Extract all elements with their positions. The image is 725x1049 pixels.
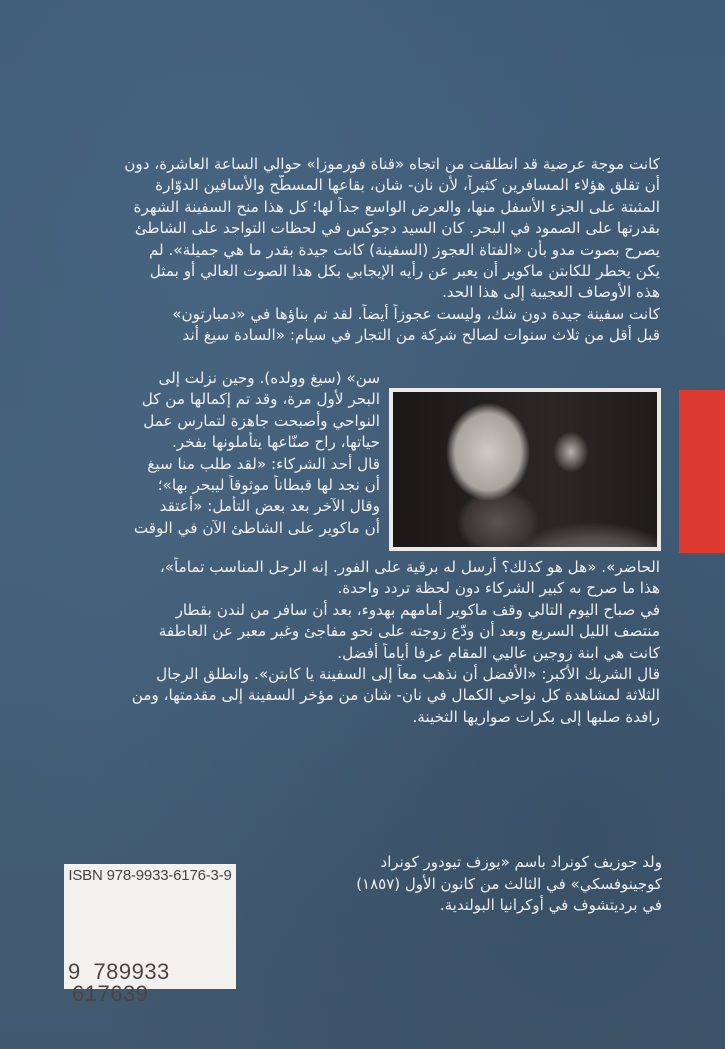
blurb-line: في صباح اليوم التالي وقف ماكوير أمامهم بهدوء، بعد أن سافر من لندن بقطار (175, 600, 660, 619)
blurb-top-paragraphs (100, 154, 660, 347)
red-accent-strip (679, 390, 725, 553)
blurb-line: قال الشريك الأكبر: «الأفضل أن نذهب معاً إلى السفينة يا كابتن». وانطلق الرجال (156, 665, 660, 684)
blurb-line: أن تقلق هؤلاء المسافرين كثيراً، لأن نان- شان، بقاعها المسطّح والأسافين الدوّارة (155, 176, 660, 195)
blurb-bottom-paragraphs (100, 557, 660, 728)
blurb-line: وقال الآخر بعد بعض التأمل: «أعتقد (159, 497, 380, 516)
isbn-barcode (64, 864, 236, 1006)
ean-group-2: 617639 (72, 981, 149, 1006)
blurb-line: هذه الأوصاف العجيبة إلى هذا الحد. (441, 283, 660, 302)
blurb-line: الثلاثة لمشاهدة كل نواحي الكمال في نان- شان من مؤخر السفينة إلى مقدمتها، ومن (131, 686, 660, 705)
blurb-wrapped-paragraph (100, 368, 380, 539)
bio-line: في برديتشوف في أوكرانيا البولندية. (439, 896, 662, 915)
author-bio (300, 852, 662, 917)
blurb-line: قال أحد الشركاء: «لقد طلب منا سيغ (147, 454, 380, 473)
bio-line: ولد جوزيف كونراد باسم «يوزف تيودور كونراد (380, 853, 662, 871)
ean-group-1: 789933 (93, 959, 170, 984)
blurb-line: بقدرتها على الصمود في البحر. كان السيد دجوكس في لحظات التواجد على الشاطئ (134, 219, 660, 238)
blurb-line: البحر لأول مرة، وقد تم إكمالها من كل (141, 390, 380, 409)
blurb-line: أن نجد لها قبطاناً موثوقاً ليبحر بها»؛ (157, 476, 380, 495)
blurb-line: حياتها، راح صنّاعها يتأملونها بفخر. (171, 433, 380, 452)
blurb-line: يصرح بصوت مدو بأن «الفتاة العجوز (السفينة) كانت جيدة بقدر ما هي جميلة». لم (148, 240, 660, 259)
blurb-line: كانت موجة عرضية قد انطلقت من اتجاه «قناة فورموزا» حوالي الساعة العاشرة، دون (124, 155, 660, 173)
blurb-line: كانت سفينة جيدة دون شك، وليست عجوزاً أيضاً. لقد تم بناؤها في «دمبارتون» (172, 304, 660, 323)
author-photo (389, 388, 661, 551)
bio-line: كوجينوفسكي» في الثالث من كانون الأول (١٨٥٧) (356, 874, 662, 893)
blurb-line: منتصف الليل السريع وبعد أن ودّع زوجته على نحو مفاجئ وغير معبر عن العاطفة (158, 622, 660, 641)
ean-first-digit: 9 (68, 959, 81, 984)
blurb-line: هذا ما صرح به كبير الشركاء دون لحظة تردد واحدة. (337, 579, 660, 598)
blurb-line: كانت هي ابنة زوجين عاليي المقام عرفا أياماً أفضل. (337, 643, 660, 662)
barcode-bars (68, 887, 232, 965)
blurb-line: قبل أقل من ثلاث سنوات لصالح شركة من التجار في سيام: «السادة سيغ أند (182, 326, 660, 345)
ean-digits (68, 961, 232, 1005)
isbn-label: ISBN 978-9933-6176-3-9 (68, 867, 232, 884)
blurb-line: سن» (سيغ وولده). وحين نزلت إلى (158, 369, 380, 387)
blurb-line: النواحي وأصبحت جاهزة لتمارس عمل (143, 411, 380, 430)
blurb-line: الحاضر». «هل هو كذلك؟ أرسل له برقية على الفور. إنه الرجل المناسب تماماً»، (159, 558, 660, 576)
blurb-line: رافدة صلبها إلى بكرات صواريها الثخينة. (412, 707, 660, 726)
blurb-line: أن ماكوير على الشاطئ الآن في الوقت (133, 518, 380, 537)
blurb-line: المثبتة على الجزء الأسفل منها، والعرض الواسع جداً لها؛ كل هذا منح السفينة الشهرة (133, 197, 660, 216)
blurb-line: يكن يخطر للكابتن ماكوير أن يعبر عن رأيه الإيجابي بكل هذا الصوت العالي أو بمثل (149, 262, 660, 281)
